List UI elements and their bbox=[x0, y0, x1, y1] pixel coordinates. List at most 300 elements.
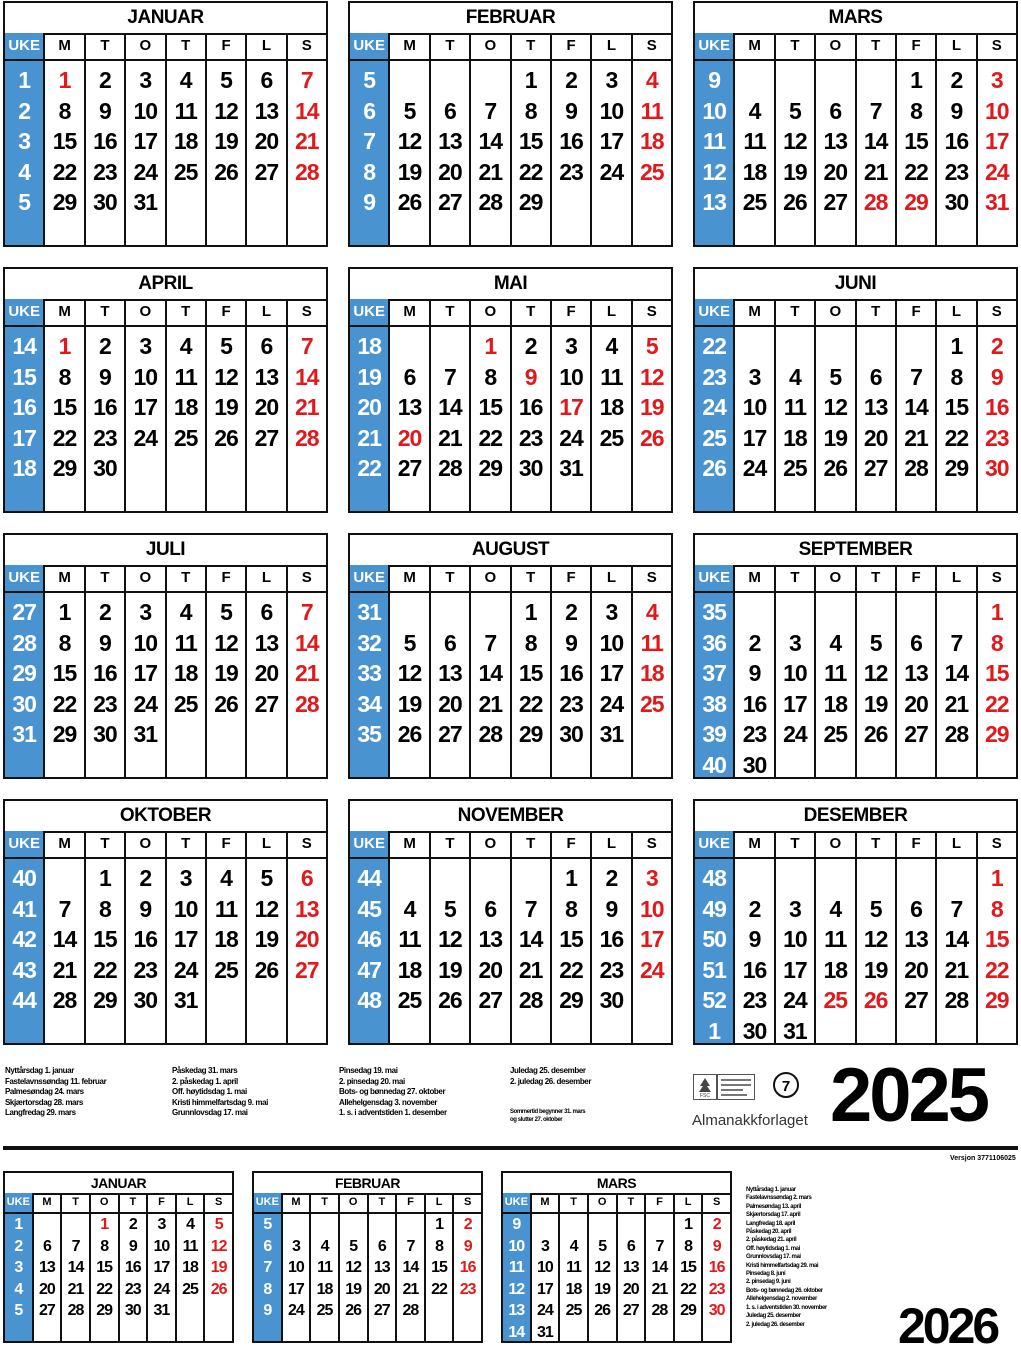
day-cell: 28 bbox=[651, 1302, 668, 1319]
day-cell: 1 bbox=[684, 1216, 693, 1233]
day-cell: 31 bbox=[133, 189, 158, 216]
day-cell: 2 bbox=[565, 599, 577, 625]
weekday-column bbox=[424, 1214, 453, 1341]
day-cell: 18 bbox=[823, 690, 848, 717]
day-cell: 7 bbox=[300, 599, 313, 625]
holiday-entry: Juledag 25. desember bbox=[510, 1066, 586, 1075]
week-number: 11 bbox=[703, 128, 726, 155]
day-cell: 5 bbox=[403, 629, 416, 656]
day-cell: 19 bbox=[397, 690, 422, 717]
day-cell: 26 bbox=[214, 424, 238, 451]
day-cell: 30 bbox=[985, 455, 1009, 482]
week-number: 37 bbox=[702, 660, 726, 687]
week-number-header: UKE bbox=[503, 1193, 530, 1212]
holiday-entry: Palmesøndag 13. april bbox=[746, 1203, 801, 1210]
day-cell: 6 bbox=[869, 363, 882, 390]
weekday-label: M bbox=[43, 33, 83, 59]
day-cell: 9 bbox=[565, 97, 577, 124]
month-title: JULI bbox=[5, 535, 326, 567]
day-cell: 6 bbox=[260, 599, 273, 625]
day-cell: 8 bbox=[565, 895, 577, 922]
day-cell: 31 bbox=[537, 1323, 553, 1341]
day-cell: 6 bbox=[260, 67, 273, 93]
day-cell: 26 bbox=[345, 1302, 362, 1319]
day-cell: 6 bbox=[829, 97, 842, 124]
day-cell: 23 bbox=[599, 956, 624, 983]
week-number: 4 bbox=[14, 1280, 23, 1298]
day-cell: 25 bbox=[640, 690, 664, 717]
day-cell: 12 bbox=[823, 394, 848, 421]
week-number: 9 bbox=[363, 189, 376, 216]
week-number: 42 bbox=[12, 926, 36, 953]
weekday-label: T bbox=[510, 565, 550, 591]
day-cell: 11 bbox=[174, 363, 197, 390]
day-cell: 5 bbox=[829, 363, 842, 390]
svg-text:FSC: FSC bbox=[700, 1093, 710, 1099]
day-cell: 21 bbox=[402, 1280, 419, 1298]
day-cell: 31 bbox=[599, 721, 624, 748]
day-cell: 24 bbox=[153, 1280, 170, 1298]
day-cell: 5 bbox=[220, 333, 232, 359]
day-cell: 26 bbox=[823, 455, 848, 482]
day-cell: 21 bbox=[295, 128, 319, 155]
day-cell: 27 bbox=[397, 455, 422, 482]
week-number-header: UKE bbox=[5, 1193, 32, 1212]
day-cell: 13 bbox=[622, 1259, 639, 1276]
week-number: 40 bbox=[12, 865, 36, 891]
weekday-label: T bbox=[558, 1193, 587, 1212]
weekday-column bbox=[558, 1214, 587, 1341]
week-number: 51 bbox=[702, 956, 726, 983]
day-cell: 29 bbox=[52, 189, 77, 216]
day-cell: 3 bbox=[139, 67, 152, 93]
day-cell: 3 bbox=[605, 67, 618, 93]
day-cell: 20 bbox=[397, 424, 422, 451]
day-cell: 23 bbox=[93, 158, 117, 185]
week-number: 12 bbox=[508, 1280, 525, 1298]
day-cell: 28 bbox=[295, 424, 319, 451]
version-label: Versjon 3771106025 bbox=[950, 1155, 1016, 1162]
holiday-entry: Kristi himmelfartsdag 9. mai bbox=[172, 1097, 268, 1107]
weekday-label: T bbox=[855, 33, 895, 59]
day-cell: 11 bbox=[317, 1259, 333, 1276]
day-cell: 5 bbox=[789, 97, 801, 124]
day-cell: 28 bbox=[295, 690, 319, 717]
day-cell: 20 bbox=[904, 690, 928, 717]
weekday-label: M bbox=[733, 831, 773, 857]
day-cell: 22 bbox=[680, 1280, 696, 1298]
day-cell: 11 bbox=[743, 128, 766, 155]
day-cell: 10 bbox=[599, 629, 624, 656]
week-number-header: UKE bbox=[254, 1193, 281, 1212]
day-cell: 15 bbox=[431, 1259, 447, 1276]
week-number: 48 bbox=[357, 987, 381, 1014]
day-cell: 16 bbox=[559, 128, 583, 155]
publisher-name: Almanakkforlaget bbox=[692, 1112, 808, 1129]
day-cell: 4 bbox=[645, 67, 658, 93]
day-cell: 25 bbox=[823, 721, 848, 748]
day-cell: 2 bbox=[748, 629, 761, 656]
day-cell: 16 bbox=[599, 926, 624, 953]
day-cell: 30 bbox=[742, 1018, 767, 1044]
day-cell: 30 bbox=[708, 1302, 725, 1319]
day-cell: 25 bbox=[316, 1302, 333, 1319]
day-cell: 5 bbox=[444, 895, 456, 922]
weekday-label: T bbox=[367, 1193, 396, 1212]
weekday-label: M bbox=[530, 1193, 559, 1212]
day-cell: 22 bbox=[431, 1280, 447, 1298]
day-cell: 15 bbox=[680, 1259, 696, 1276]
day-cell: 18 bbox=[640, 128, 664, 155]
sommertid-line: og slutter 27. oktober bbox=[510, 1117, 563, 1123]
day-cell: 24 bbox=[599, 690, 624, 717]
day-cell: 26 bbox=[438, 987, 462, 1014]
day-cell: 21 bbox=[944, 956, 969, 983]
weekday-label: T bbox=[774, 565, 814, 591]
weekday-column bbox=[616, 1214, 645, 1341]
week-number: 18 bbox=[357, 333, 381, 359]
holiday-entry: Palmesøndag 24. mars bbox=[5, 1087, 84, 1096]
day-cell: 17 bbox=[599, 660, 624, 687]
day-cell: 28 bbox=[944, 721, 969, 748]
day-cell: 1 bbox=[100, 1216, 109, 1233]
week-number: 1 bbox=[18, 67, 31, 93]
holiday-entry: Langfredag 29. mars bbox=[5, 1108, 76, 1117]
day-cell: 25 bbox=[173, 158, 198, 185]
day-cell: 18 bbox=[214, 926, 238, 953]
sommertid-note bbox=[510, 1108, 585, 1124]
day-cell: 30 bbox=[93, 455, 117, 482]
day-cell: 1 bbox=[524, 599, 537, 625]
weekday-label: S bbox=[631, 299, 671, 325]
sommertid-line: Sommertid begynner 31. mars bbox=[510, 1109, 586, 1115]
month-februar bbox=[252, 1171, 483, 1343]
day-cell: 15 bbox=[478, 394, 503, 421]
day-cell: 25 bbox=[565, 1302, 582, 1319]
day-cell: 17 bbox=[640, 926, 664, 953]
day-cell: 19 bbox=[214, 660, 238, 687]
weekday-column bbox=[309, 1214, 338, 1341]
day-cell: 9 bbox=[990, 363, 1003, 390]
weekday-label: L bbox=[935, 33, 975, 59]
day-cell: 1 bbox=[990, 599, 1003, 625]
day-cell: 16 bbox=[742, 690, 767, 717]
day-cell: 23 bbox=[742, 987, 767, 1014]
day-cell: 19 bbox=[863, 690, 888, 717]
weekday-label: M bbox=[733, 33, 773, 59]
day-cell: 23 bbox=[133, 956, 158, 983]
day-cell: 4 bbox=[789, 363, 801, 390]
day-cell: 22 bbox=[52, 158, 77, 185]
day-cell: 15 bbox=[985, 926, 1009, 953]
day-cell: 12 bbox=[640, 363, 664, 390]
day-cell: 20 bbox=[622, 1280, 639, 1298]
week-number: 6 bbox=[363, 97, 376, 124]
week-number: 44 bbox=[12, 987, 36, 1014]
week-number-header: UKE bbox=[350, 299, 388, 325]
fsc-logo-icon bbox=[693, 1074, 717, 1100]
holiday-entry: Grunnlovsdag 17. mai bbox=[172, 1108, 248, 1117]
day-cell: 11 bbox=[214, 895, 238, 922]
weekday-column bbox=[118, 1214, 147, 1341]
day-cell: 18 bbox=[599, 394, 624, 421]
day-cell: 4 bbox=[403, 895, 416, 922]
week-number: 9 bbox=[512, 1216, 521, 1233]
day-cell: 19 bbox=[254, 926, 279, 953]
day-cell: 13 bbox=[478, 926, 503, 953]
weekday-label: T bbox=[429, 565, 469, 591]
weekday-label: F bbox=[395, 1193, 424, 1212]
week-number: 8 bbox=[263, 1280, 272, 1298]
day-cell: 24 bbox=[783, 721, 807, 748]
day-cell: 2 bbox=[748, 895, 761, 922]
day-cell: 18 bbox=[397, 956, 422, 983]
week-number: 31 bbox=[12, 721, 36, 748]
day-cell: 18 bbox=[173, 660, 198, 687]
day-cell: 25 bbox=[823, 987, 848, 1014]
day-cell: 16 bbox=[742, 956, 767, 983]
day-cell: 28 bbox=[478, 721, 503, 748]
day-cell: 22 bbox=[52, 690, 77, 717]
week-number: 22 bbox=[357, 455, 381, 482]
holiday-entry: Juledag 25. desember bbox=[746, 1313, 801, 1320]
day-cell: 30 bbox=[124, 1302, 141, 1319]
day-cell: 21 bbox=[944, 690, 969, 717]
holiday-entry: 2. påskedag 21. april bbox=[746, 1237, 797, 1244]
day-cell: 26 bbox=[210, 1280, 227, 1298]
weekday-column bbox=[530, 1214, 559, 1341]
day-cell: 18 bbox=[640, 660, 664, 687]
week-number: 27 bbox=[12, 599, 36, 625]
day-cell: 5 bbox=[220, 67, 232, 93]
day-cell: 22 bbox=[985, 690, 1009, 717]
day-cell: 3 bbox=[139, 333, 152, 359]
day-cell: 19 bbox=[397, 158, 422, 185]
day-cell: 14 bbox=[651, 1259, 668, 1276]
day-cell: 21 bbox=[863, 158, 888, 185]
day-cell: 6 bbox=[444, 97, 456, 124]
day-cell: 3 bbox=[748, 363, 761, 390]
day-cell: 7 bbox=[58, 895, 71, 922]
weekday-label: T bbox=[616, 1193, 645, 1212]
day-cell: 17 bbox=[537, 1280, 553, 1298]
day-cell: 9 bbox=[99, 97, 111, 124]
day-cell: 30 bbox=[518, 455, 543, 482]
day-cell: 18 bbox=[173, 394, 198, 421]
day-cell: 12 bbox=[214, 629, 238, 656]
day-cell: 17 bbox=[742, 424, 767, 451]
weekday-label: T bbox=[84, 565, 124, 591]
day-cell: 10 bbox=[153, 1237, 170, 1255]
week-number: 5 bbox=[263, 1216, 272, 1233]
weekday-label: F bbox=[895, 831, 935, 857]
weekday-column bbox=[673, 1214, 702, 1341]
day-cell: 16 bbox=[124, 1259, 141, 1276]
day-cell: 31 bbox=[133, 721, 158, 748]
weekday-label: F bbox=[550, 831, 590, 857]
weekday-label: T bbox=[165, 299, 205, 325]
day-cell: 22 bbox=[478, 424, 503, 451]
weekday-label: F bbox=[895, 299, 935, 325]
day-cell: 16 bbox=[93, 394, 117, 421]
day-cell: 22 bbox=[93, 956, 117, 983]
day-cell: 18 bbox=[316, 1280, 333, 1298]
weekday-label: O bbox=[814, 299, 854, 325]
day-cell: 23 bbox=[985, 424, 1009, 451]
day-cell: 22 bbox=[52, 424, 77, 451]
holiday-entry: 2. juledag 26. desember bbox=[746, 1321, 805, 1328]
weekday-label: S bbox=[286, 299, 326, 325]
day-cell: 2 bbox=[565, 67, 577, 93]
day-cell: 12 bbox=[210, 1237, 227, 1255]
day-cell: 27 bbox=[478, 987, 503, 1014]
holiday-entry: 2. juledag 26. desember bbox=[510, 1076, 592, 1086]
day-cell: 11 bbox=[566, 1259, 582, 1276]
week-number: 10 bbox=[508, 1237, 525, 1255]
day-cell: 24 bbox=[783, 987, 807, 1014]
day-cell: 12 bbox=[397, 660, 422, 687]
week-number: 49 bbox=[702, 895, 726, 922]
day-cell: 30 bbox=[559, 721, 583, 748]
day-cell: 3 bbox=[157, 1216, 166, 1233]
day-cell: 19 bbox=[214, 394, 238, 421]
day-cell: 20 bbox=[438, 158, 462, 185]
day-cell: 3 bbox=[291, 1237, 300, 1255]
day-cell: 18 bbox=[783, 424, 807, 451]
month-title: FEBRUAR bbox=[254, 1173, 481, 1195]
week-number: 33 bbox=[357, 660, 381, 687]
month-title: OKTOBER bbox=[5, 801, 326, 833]
day-cell: 30 bbox=[599, 987, 624, 1014]
month-title: MAI bbox=[350, 269, 671, 301]
day-cell: 6 bbox=[377, 1237, 386, 1255]
day-cell: 9 bbox=[748, 926, 761, 953]
day-cell: 2 bbox=[99, 333, 111, 359]
week-number: 14 bbox=[508, 1323, 525, 1341]
day-cell: 21 bbox=[518, 956, 543, 983]
day-cell: 4 bbox=[829, 895, 842, 922]
week-number: 32 bbox=[357, 629, 381, 656]
day-cell: 5 bbox=[260, 865, 273, 891]
week-number: 8 bbox=[363, 158, 376, 185]
day-cell: 2 bbox=[99, 67, 111, 93]
weekday-label: T bbox=[118, 1193, 147, 1212]
day-cell: 20 bbox=[254, 128, 279, 155]
day-cell: 23 bbox=[459, 1280, 476, 1298]
weekday-label: T bbox=[774, 299, 814, 325]
day-cell: 11 bbox=[174, 97, 197, 124]
weekday-column bbox=[338, 1214, 367, 1341]
day-cell: 15 bbox=[52, 660, 77, 687]
day-cell: 19 bbox=[594, 1280, 611, 1298]
weekday-column bbox=[32, 1214, 61, 1341]
day-cell: 15 bbox=[518, 128, 543, 155]
day-cell: 9 bbox=[524, 363, 537, 390]
day-cell: 13 bbox=[438, 128, 462, 155]
day-cell: 23 bbox=[518, 424, 543, 451]
weekday-label: O bbox=[814, 565, 854, 591]
day-cell: 18 bbox=[182, 1259, 198, 1276]
week-number: 7 bbox=[363, 128, 376, 155]
day-cell: 16 bbox=[708, 1259, 725, 1276]
weekday-label: O bbox=[124, 299, 164, 325]
weekday-label: M bbox=[388, 33, 428, 59]
week-number: 35 bbox=[702, 599, 726, 625]
day-cell: 10 bbox=[640, 895, 664, 922]
day-cell: 24 bbox=[133, 424, 158, 451]
weekday-label: O bbox=[89, 1193, 118, 1212]
day-cell: 2 bbox=[99, 599, 111, 625]
week-number-header: UKE bbox=[5, 299, 43, 325]
week-number: 29 bbox=[12, 660, 36, 687]
day-cell: 7 bbox=[484, 97, 497, 124]
weekday-label: T bbox=[510, 299, 550, 325]
day-cell: 12 bbox=[214, 363, 238, 390]
day-cell: 22 bbox=[944, 424, 969, 451]
day-cell: 8 bbox=[484, 363, 497, 390]
holiday-entry: Nyttårsdag 1. januar bbox=[5, 1066, 74, 1075]
week-number-header: UKE bbox=[695, 565, 733, 591]
day-cell: 30 bbox=[133, 987, 158, 1014]
week-number: 36 bbox=[702, 629, 726, 656]
day-cell: 8 bbox=[100, 1237, 109, 1255]
month-title: FEBRUAR bbox=[350, 3, 671, 35]
week-number: 1 bbox=[14, 1216, 23, 1233]
day-cell: 19 bbox=[640, 394, 664, 421]
day-cell: 29 bbox=[518, 721, 543, 748]
week-number: 14 bbox=[12, 333, 36, 359]
weekday-column bbox=[281, 1214, 310, 1341]
day-cell: 8 bbox=[99, 895, 111, 922]
day-cell: 29 bbox=[478, 455, 503, 482]
day-cell: 21 bbox=[295, 394, 319, 421]
day-cell: 21 bbox=[478, 690, 503, 717]
weekday-label: F bbox=[205, 33, 245, 59]
week-number: 12 bbox=[702, 158, 726, 185]
week-number: 2 bbox=[14, 1237, 23, 1255]
weekday-label: O bbox=[469, 299, 509, 325]
day-cell: 16 bbox=[459, 1259, 476, 1276]
day-cell: 10 bbox=[559, 363, 583, 390]
day-cell: 3 bbox=[789, 895, 801, 922]
weekday-label: L bbox=[245, 565, 285, 591]
week-number: 10 bbox=[702, 97, 726, 124]
week-number: 3 bbox=[14, 1259, 23, 1276]
weekday-label: L bbox=[590, 299, 630, 325]
weekday-label: M bbox=[43, 565, 83, 591]
day-cell: 3 bbox=[605, 599, 618, 625]
day-cell: 28 bbox=[402, 1302, 419, 1319]
weekday-header bbox=[254, 1193, 481, 1214]
weekday-label: O bbox=[469, 831, 509, 857]
day-cell: 6 bbox=[910, 895, 922, 922]
weekday-label: F bbox=[205, 299, 245, 325]
day-cell: 26 bbox=[214, 158, 238, 185]
day-cell: 19 bbox=[823, 424, 848, 451]
day-cell: 9 bbox=[950, 97, 963, 124]
weekday-label: O bbox=[124, 565, 164, 591]
weekday-label: S bbox=[452, 1193, 481, 1212]
weekday-label: T bbox=[84, 33, 124, 59]
day-cell: 11 bbox=[182, 1237, 198, 1255]
weekday-column bbox=[452, 1214, 481, 1341]
day-cell: 14 bbox=[944, 660, 969, 687]
day-cell: 6 bbox=[403, 363, 416, 390]
day-cell: 7 bbox=[524, 895, 537, 922]
weekday-column bbox=[367, 1214, 396, 1341]
week-number-header: UKE bbox=[695, 299, 733, 325]
day-cell: 18 bbox=[823, 956, 848, 983]
